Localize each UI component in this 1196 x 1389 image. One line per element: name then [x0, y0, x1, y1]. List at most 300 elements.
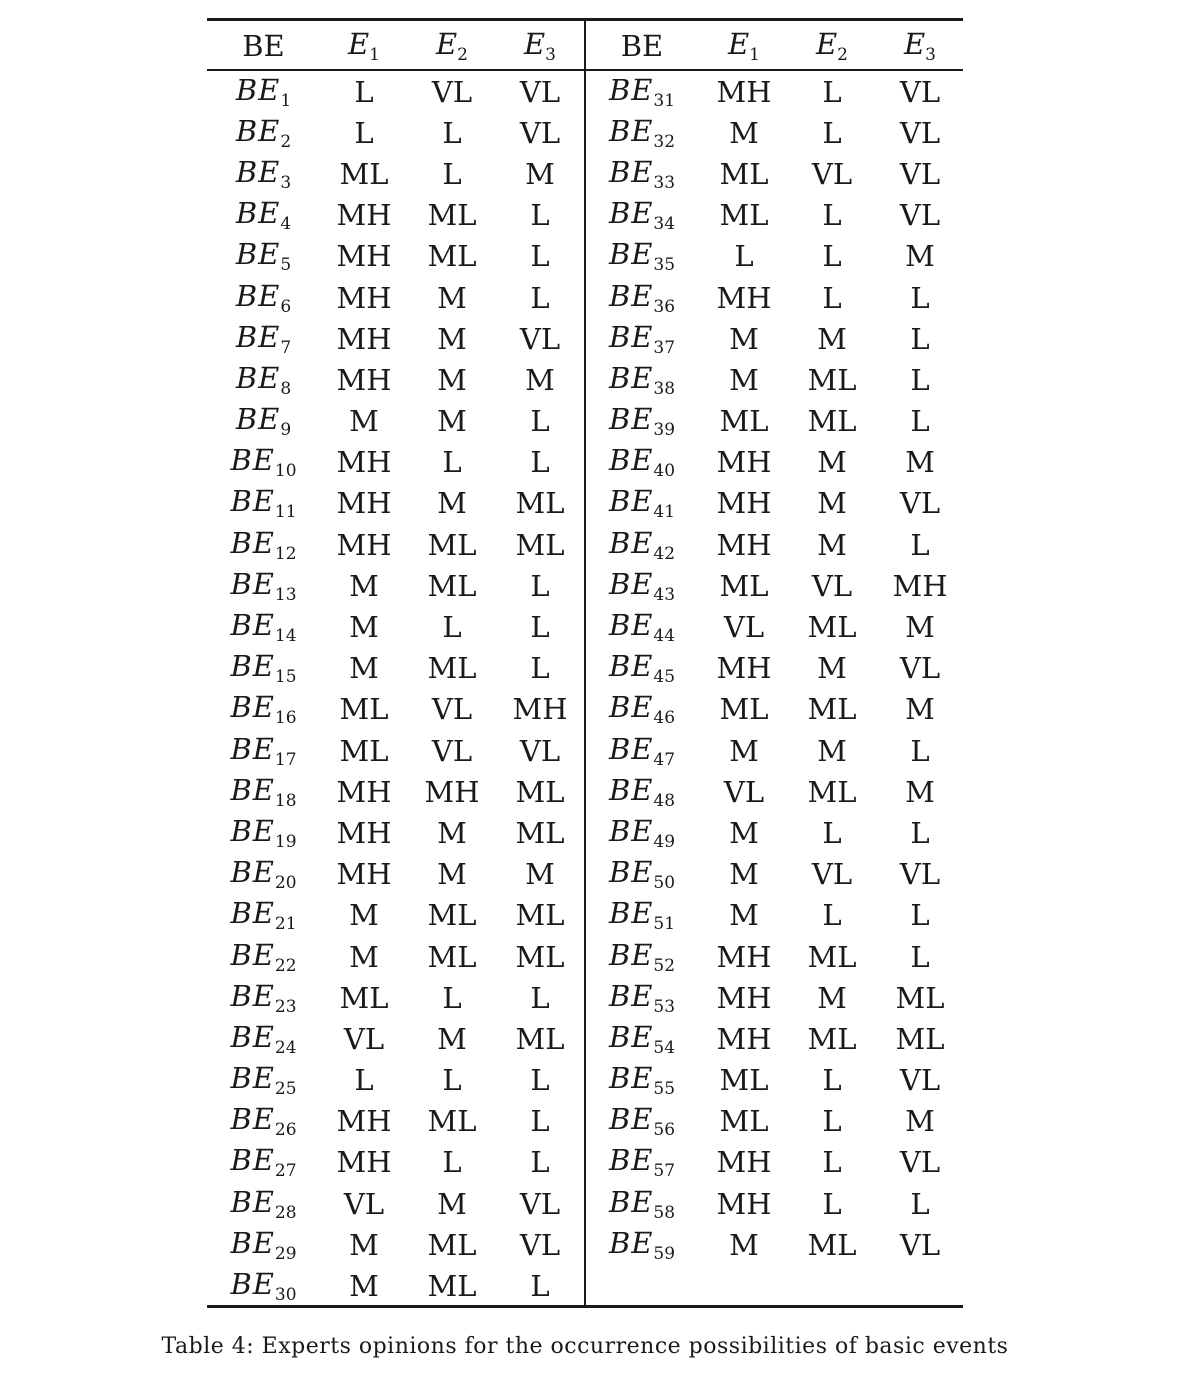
- event-id-cell: [207, 812, 320, 853]
- opinion-cell-e2: M: [817, 527, 847, 562]
- opinion-cell-e2: ML: [427, 239, 477, 274]
- event-index: 4: [280, 214, 292, 235]
- event-label: [608, 649, 676, 688]
- event-index: 54: [653, 1037, 676, 1058]
- event-label: [608, 1225, 676, 1264]
- event-label: [230, 1102, 297, 1141]
- table-row: [207, 1060, 964, 1101]
- opinion-cell-e3: VL: [519, 733, 561, 768]
- event-label: [235, 237, 292, 276]
- event-prefix: BE: [608, 731, 654, 766]
- opinion-cell-e1: MH: [336, 815, 392, 850]
- event-id-cell: [584, 1265, 700, 1306]
- opinion-cell-e1: MH: [336, 321, 392, 356]
- opinion-cell-e1: MH: [336, 774, 392, 809]
- event-prefix: BE: [235, 196, 281, 231]
- event-label: [230, 1184, 297, 1223]
- opinion-cell-e2: ML: [427, 898, 477, 933]
- table-row: [207, 1183, 964, 1224]
- opinion-cell-e3: L: [530, 445, 550, 480]
- event-index: 13: [274, 584, 297, 605]
- opinion-cell-e2: M: [817, 445, 847, 480]
- event-label: [608, 855, 676, 894]
- opinion-cell-e2: ML: [807, 1227, 857, 1262]
- table-row: [207, 1265, 964, 1306]
- opinion-cell-e1: M: [729, 857, 759, 892]
- opinion-cell-e3: MH: [512, 692, 568, 727]
- event-index: 39: [653, 420, 676, 441]
- table-row: [207, 442, 964, 483]
- opinion-cell-e2: M: [437, 815, 467, 850]
- event-prefix: BE: [608, 1225, 654, 1260]
- opinion-cell-e3: M: [525, 156, 555, 191]
- event-index: 51: [653, 914, 676, 935]
- table-row: [207, 936, 964, 977]
- opinion-cell-e1: MH: [716, 486, 772, 521]
- opinion-cell-e3: M: [525, 362, 555, 397]
- event-index: 38: [653, 378, 676, 399]
- event-label: [230, 525, 297, 564]
- opinion-cell-e2: ML: [427, 939, 477, 974]
- event-label: [608, 608, 676, 647]
- table-row: [207, 359, 964, 400]
- event-prefix: BE: [608, 319, 654, 354]
- opinion-cell-e3: M: [905, 774, 935, 809]
- opinion-cell-e1: MH: [336, 857, 392, 892]
- header-e3-right: [876, 21, 964, 71]
- event-label: [230, 443, 297, 482]
- opinion-cell-e3: L: [910, 815, 930, 850]
- opinion-cell-e2: VL: [811, 568, 853, 603]
- opinion-cell-e1: MH: [336, 362, 392, 397]
- event-index: 56: [653, 1120, 676, 1141]
- opinion-cell-e3: [876, 1265, 964, 1306]
- opinion-cell-e3: VL: [899, 115, 941, 150]
- opinion-cell-e2: M: [817, 651, 847, 686]
- opinion-cell-e2: VL: [431, 733, 473, 768]
- table-row: [207, 236, 964, 277]
- event-label: [608, 772, 676, 811]
- opinion-cell-e3: VL: [899, 74, 941, 109]
- event-index: 17: [274, 749, 297, 770]
- event-index: 5: [280, 255, 292, 276]
- event-prefix: BE: [230, 937, 275, 972]
- event-id-cell: [584, 195, 700, 236]
- opinion-cell-e3: ML: [895, 1021, 945, 1056]
- opinion-cell-e2: L: [442, 610, 462, 645]
- opinion-cell-e2: M: [437, 1021, 467, 1056]
- event-index: 9: [280, 420, 292, 441]
- event-prefix: BE: [230, 1061, 275, 1096]
- event-index: 53: [653, 996, 676, 1017]
- opinion-cell-e1: L: [734, 239, 754, 274]
- event-label: [230, 1267, 297, 1306]
- opinion-cell-e2: L: [822, 74, 842, 109]
- event-index: 52: [653, 955, 676, 976]
- opinion-cell-e2: MH: [424, 774, 480, 809]
- event-label: [235, 319, 292, 358]
- opinion-cell-e2: M: [437, 486, 467, 521]
- event-index: 6: [280, 296, 292, 317]
- event-prefix: BE: [608, 278, 654, 313]
- opinion-cell-e1: M: [349, 568, 379, 603]
- event-prefix: BE: [230, 978, 275, 1013]
- opinion-cell-e3: ML: [515, 1021, 565, 1056]
- event-index: 1: [280, 90, 292, 111]
- event-prefix: BE: [235, 237, 281, 272]
- event-prefix: BE: [230, 1184, 275, 1219]
- event-index: 47: [653, 749, 676, 770]
- event-id-cell: [207, 854, 320, 895]
- event-prefix: BE: [230, 525, 275, 560]
- opinion-cell-e1: M: [729, 321, 759, 356]
- event-index: 34: [653, 214, 676, 235]
- opinion-cell-e3: L: [910, 527, 930, 562]
- opinion-cell-e2: VL: [811, 156, 853, 191]
- event-label: [608, 1184, 676, 1223]
- opinion-cell-e1: M: [729, 898, 759, 933]
- event-label: [230, 1225, 297, 1264]
- event-index: 28: [274, 1202, 297, 1223]
- event-label: [230, 1019, 297, 1058]
- opinion-cell-e3: ML: [895, 980, 945, 1015]
- event-label: [230, 566, 297, 605]
- opinion-cell-e2: ML: [427, 1227, 477, 1262]
- event-prefix: BE: [608, 690, 654, 725]
- opinion-cell-e1: ML: [719, 198, 769, 233]
- opinion-cell-e1: VL: [343, 1186, 385, 1221]
- event-label: [608, 154, 676, 193]
- opinion-cell-e2: M: [437, 1186, 467, 1221]
- opinion-cell-e3: VL: [519, 1186, 561, 1221]
- opinion-cell-e3: VL: [899, 651, 941, 686]
- table-row: [207, 565, 964, 606]
- event-label: [230, 896, 297, 935]
- event-label: [230, 731, 297, 770]
- opinion-cell-e3: L: [530, 980, 550, 1015]
- event-id-cell: [584, 1183, 700, 1224]
- event-prefix: BE: [608, 237, 654, 272]
- event-prefix: BE: [235, 113, 281, 148]
- event-index: 29: [274, 1243, 297, 1264]
- opinion-cell-e3: VL: [519, 1227, 561, 1262]
- opinion-cell-e3: L: [910, 362, 930, 397]
- opinion-cell-e3: ML: [515, 939, 565, 974]
- event-id-cell: [584, 936, 700, 977]
- event-label: [608, 237, 676, 276]
- event-label: [608, 319, 676, 358]
- opinion-cell-e3: VL: [899, 156, 941, 191]
- opinion-cell-e1: M: [729, 1227, 759, 1262]
- event-index: 20: [274, 873, 297, 894]
- event-label: [608, 196, 676, 235]
- table-row: [207, 854, 964, 895]
- event-label: [235, 360, 292, 399]
- event-index: 14: [274, 626, 297, 647]
- event-prefix: BE: [608, 566, 654, 601]
- event-id-cell: [584, 771, 700, 812]
- table-row: [207, 730, 964, 771]
- event-prefix: BE: [608, 113, 654, 148]
- opinion-cell-e2: L: [822, 280, 842, 315]
- event-id-cell: [584, 153, 700, 194]
- opinion-cell-e2: L: [822, 1104, 842, 1139]
- event-prefix: BE: [608, 896, 654, 931]
- opinion-cell-e1: MH: [336, 1104, 392, 1139]
- event-prefix: BE: [230, 1267, 275, 1302]
- event-id-cell: [207, 1265, 320, 1306]
- opinion-cell-e3: VL: [899, 857, 941, 892]
- event-label: [230, 855, 297, 894]
- event-label: [230, 649, 297, 688]
- expert-index: 3: [925, 45, 936, 65]
- event-prefix: BE: [608, 484, 654, 519]
- event-id-cell: [207, 483, 320, 524]
- event-prefix: BE: [608, 154, 654, 189]
- event-id-cell: [584, 359, 700, 400]
- event-index: 45: [653, 667, 676, 688]
- event-label: [608, 360, 676, 399]
- event-id-cell: [584, 277, 700, 318]
- event-index: 19: [274, 831, 297, 852]
- expert-index: 2: [837, 45, 848, 65]
- event-index: 11: [274, 502, 297, 523]
- event-label: [608, 566, 676, 605]
- event-index: 32: [653, 131, 676, 152]
- opinion-cell-e1: MH: [716, 280, 772, 315]
- header-e2-left: [408, 21, 496, 71]
- opinion-cell-e1: ML: [339, 692, 389, 727]
- opinion-cell-e3: M: [905, 1104, 935, 1139]
- opinion-cell-e2: L: [442, 115, 462, 150]
- event-label: [608, 278, 676, 317]
- event-id-cell: [207, 1060, 320, 1101]
- opinion-cell-e1: MH: [716, 74, 772, 109]
- event-id-cell: [207, 153, 320, 194]
- event-id-cell: [207, 401, 320, 442]
- opinion-cell-e3: ML: [515, 486, 565, 521]
- opinion-cell-e3: ML: [515, 527, 565, 562]
- opinion-cell-e2: L: [822, 198, 842, 233]
- event-label: [608, 690, 676, 729]
- opinion-cell-e2: M: [437, 321, 467, 356]
- opinion-cell-e1: MH: [336, 239, 392, 274]
- event-id-cell: [207, 771, 320, 812]
- expert-prefix: E: [348, 27, 370, 61]
- opinion-cell-e3: VL: [519, 74, 561, 109]
- event-index: 36: [653, 296, 676, 317]
- opinion-cell-e3: L: [530, 198, 550, 233]
- opinion-cell-e2: ML: [427, 198, 477, 233]
- opinion-cell-e1: L: [354, 74, 374, 109]
- opinion-cell-e2: M: [437, 362, 467, 397]
- opinion-cell-e1: ML: [339, 980, 389, 1015]
- opinion-cell-e2: L: [822, 115, 842, 150]
- event-id-cell: [207, 895, 320, 936]
- event-prefix: BE: [230, 1019, 275, 1054]
- opinion-cell-e3: ML: [515, 815, 565, 850]
- event-id-cell: [207, 936, 320, 977]
- event-id-cell: [207, 277, 320, 318]
- opinion-cell-e1: M: [349, 404, 379, 439]
- opinion-cell-e1: VL: [723, 774, 765, 809]
- event-id-cell: [207, 1183, 320, 1224]
- event-label: [230, 772, 297, 811]
- opinion-cell-e1: M: [729, 815, 759, 850]
- expert-prefix: E: [524, 27, 546, 61]
- event-id-cell: [584, 318, 700, 359]
- event-label: [608, 1143, 676, 1182]
- event-prefix: BE: [230, 896, 275, 931]
- event-label: [230, 690, 297, 729]
- event-prefix: BE: [608, 1184, 654, 1219]
- event-id-cell: [207, 524, 320, 565]
- opinion-cell-e3: MH: [892, 568, 948, 603]
- event-index: 44: [653, 626, 676, 647]
- opinion-cell-e2: ML: [427, 1104, 477, 1139]
- event-id-cell: [207, 977, 320, 1018]
- opinion-cell-e2: L: [822, 1186, 842, 1221]
- event-index: 48: [653, 790, 676, 811]
- table-row: [207, 318, 964, 359]
- opinion-cell-e1: MH: [336, 527, 392, 562]
- opinion-cell-e1: ML: [719, 1063, 769, 1098]
- header-e3-left: [496, 21, 584, 71]
- opinion-cell-e2: [788, 1265, 876, 1306]
- event-prefix: BE: [230, 649, 275, 684]
- table-row: [207, 277, 964, 318]
- expert-prefix: E: [728, 27, 750, 61]
- event-label: [235, 278, 292, 317]
- opinion-cell-e1: MH: [716, 445, 772, 480]
- event-label: [608, 113, 676, 152]
- opinion-cell-e2: L: [822, 1063, 842, 1098]
- opinion-cell-e2: ML: [427, 568, 477, 603]
- data-table: [207, 21, 964, 1307]
- event-prefix: BE: [608, 72, 654, 107]
- opinion-cell-e3: M: [905, 692, 935, 727]
- event-prefix: BE: [608, 649, 654, 684]
- event-prefix: BE: [608, 855, 654, 890]
- event-label: [608, 896, 676, 935]
- opinion-cell-e2: ML: [427, 527, 477, 562]
- opinion-cell-e1: MH: [336, 280, 392, 315]
- opinion-cell-e1: VL: [343, 1021, 385, 1056]
- event-prefix: BE: [230, 731, 275, 766]
- event-index: 59: [653, 1243, 676, 1264]
- event-id-cell: [207, 1018, 320, 1059]
- opinion-cell-e2: L: [442, 445, 462, 480]
- event-index: 22: [274, 955, 297, 976]
- event-index: 15: [274, 667, 297, 688]
- event-label: [608, 937, 676, 976]
- header-be-right: BE: [620, 29, 664, 63]
- event-index: 49: [653, 831, 676, 852]
- event-id-cell: [584, 648, 700, 689]
- opinion-cell-e3: VL: [899, 1063, 941, 1098]
- event-prefix: BE: [230, 772, 275, 807]
- opinion-cell-e3: VL: [899, 1227, 941, 1262]
- event-id-cell: [584, 236, 700, 277]
- opinion-cell-e3: L: [530, 239, 550, 274]
- opinion-cell-e1: ML: [719, 1104, 769, 1139]
- opinion-cell-e3: L: [910, 321, 930, 356]
- event-label: [608, 72, 676, 111]
- event-index: 33: [653, 172, 676, 193]
- event-label: [608, 1102, 676, 1141]
- table-row: [207, 1018, 964, 1059]
- opinion-cell-e3: L: [530, 568, 550, 603]
- opinion-cell-e1: M: [729, 362, 759, 397]
- event-id-cell: [584, 1142, 700, 1183]
- event-id-cell: [207, 318, 320, 359]
- event-id-cell: [584, 606, 700, 647]
- event-id-cell: [207, 606, 320, 647]
- opinion-cell-e1: MH: [716, 651, 772, 686]
- event-id-cell: [207, 1142, 320, 1183]
- event-id-cell: [584, 689, 700, 730]
- opinion-cell-e1: VL: [723, 610, 765, 645]
- opinion-cell-e1: MH: [716, 1186, 772, 1221]
- table-row: [207, 1224, 964, 1265]
- opinion-cell-e3: VL: [519, 321, 561, 356]
- opinion-cell-e3: M: [905, 239, 935, 274]
- opinion-cell-e3: L: [530, 404, 550, 439]
- opinion-cell-e2: L: [442, 980, 462, 1015]
- opinion-cell-e2: ML: [807, 692, 857, 727]
- opinion-cell-e3: M: [905, 610, 935, 645]
- table-row: [207, 606, 964, 647]
- event-id-cell: [584, 977, 700, 1018]
- event-index: 10: [274, 461, 297, 482]
- opinion-cell-e1: MH: [716, 527, 772, 562]
- opinion-cell-e1: ML: [339, 156, 389, 191]
- opinion-cell-e1: ML: [719, 156, 769, 191]
- expert-index: 1: [369, 45, 380, 65]
- opinion-cell-e2: ML: [427, 651, 477, 686]
- opinion-cell-e3: VL: [899, 486, 941, 521]
- table-row: [207, 112, 964, 153]
- opinion-cell-e3: L: [910, 898, 930, 933]
- event-prefix: BE: [608, 1019, 654, 1054]
- event-prefix: BE: [230, 855, 275, 890]
- event-label: [230, 813, 297, 852]
- event-prefix: BE: [608, 525, 654, 560]
- event-id-cell: [207, 565, 320, 606]
- opinion-cell-e3: M: [525, 857, 555, 892]
- event-id-cell: [207, 1224, 320, 1265]
- opinion-cell-e1: MH: [716, 939, 772, 974]
- opinion-cell-e3: L: [910, 733, 930, 768]
- event-label: [230, 978, 297, 1017]
- opinion-cell-e1: M: [349, 1269, 379, 1304]
- opinion-cell-e3: ML: [515, 898, 565, 933]
- opinion-cell-e2: L: [442, 1063, 462, 1098]
- opinion-cell-e2: ML: [807, 610, 857, 645]
- opinion-cell-e2: M: [817, 733, 847, 768]
- event-id-cell: [207, 648, 320, 689]
- table-row: [207, 483, 964, 524]
- event-prefix: BE: [230, 608, 275, 643]
- event-index: 2: [280, 131, 292, 152]
- opinion-cell-e2: M: [437, 404, 467, 439]
- header-e2-right: [788, 21, 876, 71]
- table-row: [207, 895, 964, 936]
- event-index: 27: [274, 1161, 297, 1182]
- event-index: 26: [274, 1120, 297, 1141]
- event-id-cell: [207, 112, 320, 153]
- event-prefix: BE: [230, 566, 275, 601]
